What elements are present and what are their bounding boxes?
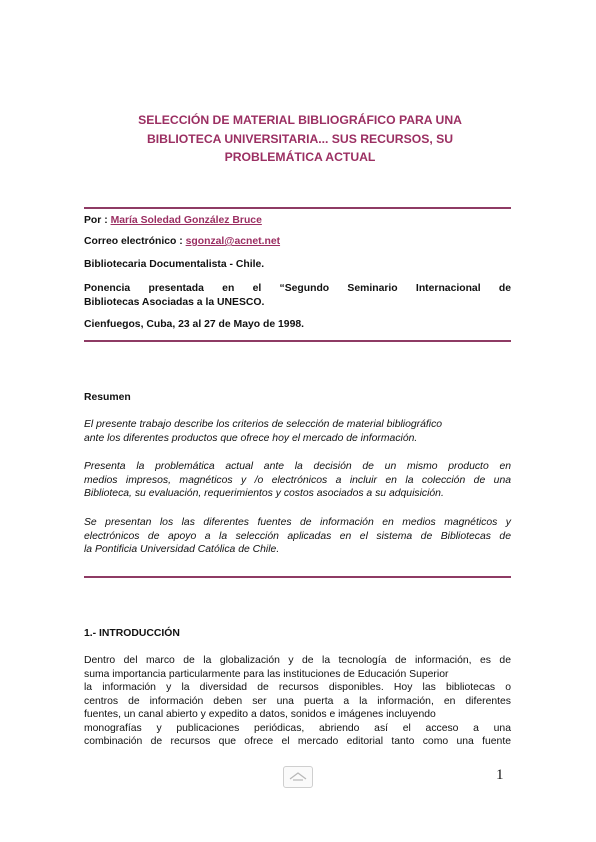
intro-line: combinación de recursos que ofrece el mercado editorial tanto como una fuente: [84, 736, 511, 747]
intro-line: centros de información deben ser una puerta a la información, en diferentes: [84, 695, 511, 707]
intro-heading: 1.- INTRODUCCIÓN: [84, 628, 180, 639]
divider-middle: [84, 340, 511, 342]
email-label: Correo electrónico :: [84, 236, 183, 247]
resumen-p2-line: Presenta la problemática actual ante la decisión de un mismo producto en: [84, 461, 511, 472]
divider-bottom: [84, 576, 511, 578]
resumen-p3-line: electrónicos de apoyo a la selección aplicadas en el sistema de Bibliotecas de: [84, 530, 511, 542]
presentation-line-1: Ponencia presentada en el “Segundo Seminario Internacional de: [84, 283, 511, 294]
date-place: Cienfuegos, Cuba, 23 al 27 de Mayo de 1998.: [84, 319, 305, 330]
affiliation: Bibliotecaria Documentalista - Chile.: [84, 259, 265, 270]
intro-line: fuentes, un canal abierto y expedito a datos, sonidos e imágenes incluyendo: [84, 709, 436, 720]
title-line-2: BIBLIOTECA UNIVERSITARIA... SUS RECURSOS, SU: [146, 131, 454, 146]
intro-line: Dentro del marco de la globalización y de la tecnología de información, es de: [84, 655, 511, 666]
intro-line: monografías y publicaciones periódicas, abriendo así el acceso a una: [84, 722, 511, 734]
resumen-paragraph-1: [84, 418, 511, 445]
document-title: [88, 111, 512, 167]
resumen-p1-line: El presente trabajo describe los criterios de selección de material bibliográfico: [84, 419, 443, 430]
resumen-p3-line: la Pontificia Universidad Católica de Chile.: [84, 544, 280, 555]
author-name-link[interactable]: María Soledad González Bruce: [110, 215, 262, 226]
resumen-p1-line: ante los diferentes productos que ofrece hoy el mercado de información.: [84, 432, 418, 444]
author-line: [84, 214, 511, 228]
page-number: 1: [496, 767, 504, 783]
intro-line: suma importancia particularmente para las instituciones de Educación Superior: [84, 668, 449, 680]
resumen-paragraph-2: [84, 460, 511, 501]
resumen-heading: Resumen: [84, 392, 131, 403]
resumen-p3-line: Se presentan los las diferentes fuentes de información en medios magnéticos y: [84, 517, 511, 528]
title-line-1: SELECCIÓN DE MATERIAL BIBLIOGRÁFICO PARA UNA: [138, 113, 462, 127]
intro-paragraph: [84, 654, 511, 749]
presentation-line-2: Bibliotecas Asociadas a la UNESCO.: [84, 296, 265, 308]
footer-logo-icon: [283, 766, 313, 788]
title-line-3: PROBLEMÁTICA ACTUAL: [224, 150, 376, 164]
email-line: [84, 235, 511, 249]
resumen-paragraph-3: [84, 516, 511, 557]
presentation: [84, 282, 511, 309]
email-link[interactable]: sgonzal@acnet.net: [185, 236, 281, 247]
divider-top: [84, 207, 511, 209]
resumen-p2-line: Biblioteca, su evaluación, requerimientos y costos asociados a su adquisición.: [84, 488, 444, 499]
author-prefix: Por :: [84, 215, 108, 226]
intro-line: la información y la diversidad de recursos disponibles. Hoy las bibliotecas o: [84, 682, 511, 693]
resumen-p2-line: medios impresos, magnéticos y /o electrónicos a incluir en la colección de una: [84, 474, 511, 486]
